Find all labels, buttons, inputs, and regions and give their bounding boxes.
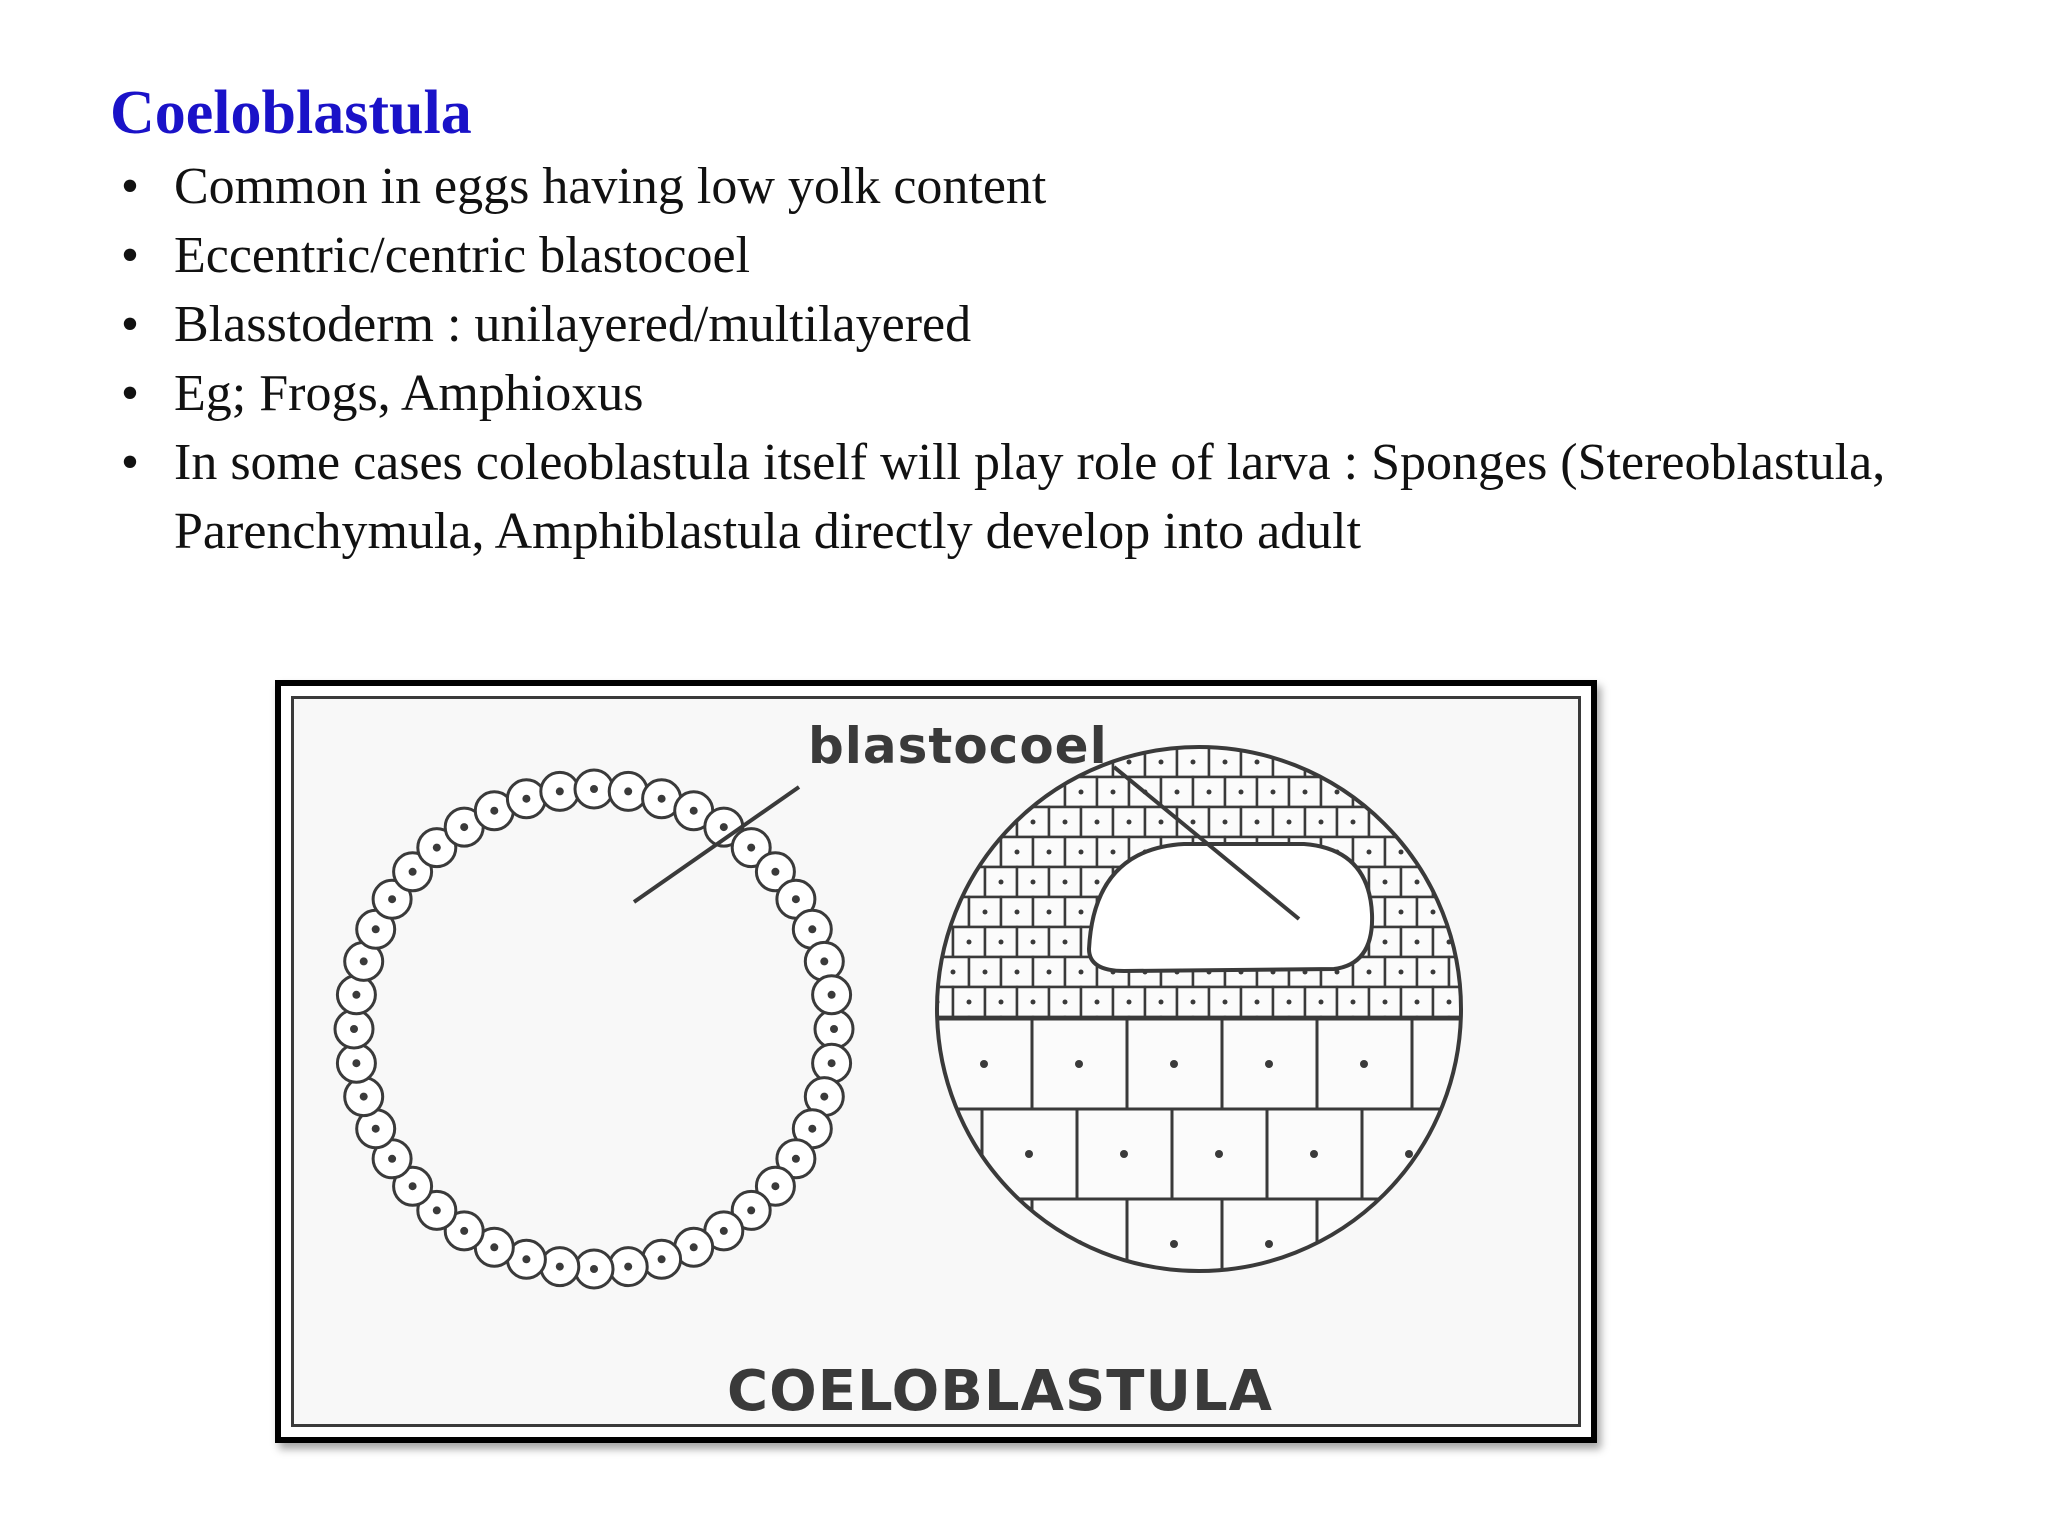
cell-nucleus — [1415, 880, 1420, 885]
cell-nucleus — [951, 850, 956, 855]
cell-nucleus — [1159, 820, 1164, 825]
cell-nucleus — [1095, 1000, 1100, 1005]
cell-nucleus — [935, 880, 940, 885]
bullet-item — [110, 290, 2010, 359]
cell-nucleus — [1255, 760, 1260, 765]
cell-nucleus — [720, 1227, 728, 1235]
cell-nucleus — [490, 807, 498, 815]
cell-nucleus — [1170, 1240, 1178, 1248]
small-cell — [937, 837, 969, 867]
cell-nucleus — [1383, 880, 1388, 885]
cell-nucleus — [409, 1182, 417, 1190]
cell-nucleus — [983, 790, 988, 795]
small-cell — [1417, 837, 1449, 867]
small-cell — [1401, 807, 1433, 837]
cell-nucleus — [935, 820, 940, 825]
cell-nucleus — [1383, 1000, 1388, 1005]
bullet-dot: • — [120, 296, 140, 353]
cell-nucleus — [1255, 1000, 1260, 1005]
cell-nucleus — [1255, 820, 1260, 825]
cell-nucleus — [1431, 910, 1436, 915]
cell-nucleus — [1351, 1000, 1356, 1005]
cell-nucleus — [1287, 820, 1292, 825]
cell-nucleus — [1447, 880, 1452, 885]
cell-nucleus — [1303, 790, 1308, 795]
cell-nucleus — [820, 1093, 828, 1101]
cell-nucleus — [352, 991, 360, 999]
cell-nucleus — [1271, 790, 1276, 795]
figure-caption: COELOBLASTULA — [727, 1359, 1273, 1424]
bullet-list — [110, 152, 2010, 566]
cell-nucleus — [1025, 1150, 1033, 1158]
cell-nucleus — [1367, 970, 1372, 975]
cell-nucleus — [1463, 850, 1468, 855]
cell-nucleus — [1215, 1150, 1223, 1158]
bullet-dot: • — [120, 227, 140, 284]
cell-nucleus — [1383, 760, 1388, 765]
cell-nucleus — [372, 1125, 380, 1133]
small-cell — [953, 807, 985, 837]
cell-nucleus — [556, 1263, 564, 1271]
cell-nucleus — [771, 1182, 779, 1190]
cell-nucleus — [1159, 760, 1164, 765]
cell-nucleus — [1399, 790, 1404, 795]
cell-nucleus — [522, 795, 530, 803]
cell-nucleus — [983, 970, 988, 975]
cell-nucleus — [360, 1093, 368, 1101]
cell-nucleus — [771, 868, 779, 876]
bullet-text: Common in eggs having low yolk content — [174, 158, 1047, 215]
cell-nucleus — [1360, 1060, 1368, 1068]
cell-nucleus — [830, 1025, 838, 1033]
cell-nucleus — [951, 970, 956, 975]
cell-nucleus — [1239, 790, 1244, 795]
slide-title: Coeloblastula — [110, 79, 472, 147]
cell-nucleus — [556, 787, 564, 795]
cell-nucleus — [1447, 820, 1452, 825]
bullet-text: In some cases coleoblastula itself will play role of larva : Sponges (Stereoblastula, Parenchymula, Amphiblastula directly develop into adult — [174, 434, 1886, 560]
small-cell — [1001, 777, 1033, 807]
cell-nucleus — [1015, 850, 1020, 855]
coeloblastula-figure — [275, 680, 1597, 1443]
cell-nucleus — [1405, 1150, 1413, 1158]
cell-nucleus — [1431, 850, 1436, 855]
cell-nucleus — [1075, 1060, 1083, 1068]
cell-nucleus — [409, 868, 417, 876]
cell-nucleus — [1015, 970, 1020, 975]
cell-nucleus — [1310, 1150, 1318, 1158]
yolk-cell — [937, 1199, 1032, 1289]
small-cell — [1433, 867, 1465, 897]
cell-nucleus — [1415, 760, 1420, 765]
cell-nucleus — [1319, 760, 1324, 765]
small-cell — [1449, 897, 1481, 927]
cell-nucleus — [1399, 850, 1404, 855]
cell-nucleus — [1047, 970, 1052, 975]
cell-nucleus — [352, 1059, 360, 1067]
cell-nucleus — [1351, 820, 1356, 825]
cell-nucleus — [1415, 940, 1420, 945]
cell-nucleus — [1265, 1060, 1273, 1068]
cell-nucleus — [1079, 970, 1084, 975]
cell-nucleus — [1360, 1240, 1368, 1248]
cell-nucleus — [967, 820, 972, 825]
cell-nucleus — [1079, 790, 1084, 795]
cell-nucleus — [999, 880, 1004, 885]
cell-nucleus — [1191, 820, 1196, 825]
cell-nucleus — [967, 940, 972, 945]
cell-nucleus — [1063, 940, 1068, 945]
ball-cells — [921, 747, 1552, 1289]
blastula-diagram — [294, 699, 1584, 1430]
bullet-text: Eg; Frogs, Amphioxus — [174, 365, 644, 422]
figure-panel — [291, 696, 1581, 1427]
cell-nucleus — [460, 1227, 468, 1235]
small-cell — [1449, 957, 1481, 987]
cell-nucleus — [792, 1155, 800, 1163]
cell-nucleus — [350, 1025, 358, 1033]
cell-nucleus — [828, 991, 836, 999]
cell-nucleus — [1463, 790, 1468, 795]
cell-nucleus — [792, 895, 800, 903]
cell-nucleus — [828, 1059, 836, 1067]
cell-nucleus — [1463, 1030, 1468, 1035]
cell-nucleus — [1031, 880, 1036, 885]
small-cell — [1369, 747, 1401, 777]
cell-nucleus — [808, 1125, 816, 1133]
unilayered-blastula — [335, 770, 853, 1288]
cell-nucleus — [720, 823, 728, 831]
cell-nucleus — [1159, 1000, 1164, 1005]
cell-nucleus — [1335, 790, 1340, 795]
cell-nucleus — [624, 1263, 632, 1271]
cell-nucleus — [1399, 910, 1404, 915]
cell-nucleus — [1015, 910, 1020, 915]
small-cell — [1337, 747, 1369, 777]
cell-nucleus — [1063, 820, 1068, 825]
cell-nucleus — [1399, 970, 1404, 975]
cell-nucleus — [980, 1060, 988, 1068]
small-cell — [1385, 777, 1417, 807]
cell-nucleus — [747, 844, 755, 852]
cell-nucleus — [1127, 760, 1132, 765]
cell-nucleus — [1120, 1150, 1128, 1158]
cell-nucleus — [624, 787, 632, 795]
cell-nucleus — [1455, 1240, 1463, 1248]
yolk-cell — [1457, 1109, 1552, 1199]
cell-nucleus — [999, 1000, 1004, 1005]
bullet-text: Blasstoderm : unilayered/multilayered — [174, 296, 972, 353]
cell-nucleus — [1447, 760, 1452, 765]
small-cell — [921, 807, 953, 837]
cell-nucleus — [1463, 910, 1468, 915]
small-cell — [1433, 747, 1465, 777]
small-cell — [1417, 777, 1449, 807]
multilayered-blastula — [921, 747, 1552, 1289]
cell-nucleus — [1015, 790, 1020, 795]
cell-nucleus — [820, 957, 828, 965]
cell-nucleus — [967, 1000, 972, 1005]
cell-nucleus — [1031, 820, 1036, 825]
cell-nucleus — [1319, 820, 1324, 825]
cell-nucleus — [590, 785, 598, 793]
small-cell — [985, 807, 1017, 837]
cell-nucleus — [1095, 820, 1100, 825]
cell-nucleus — [1463, 970, 1468, 975]
cell-nucleus — [1415, 1000, 1420, 1005]
cell-nucleus — [1095, 880, 1100, 885]
cell-nucleus — [1063, 880, 1068, 885]
cell-nucleus — [1287, 1000, 1292, 1005]
cell-nucleus — [433, 1206, 441, 1214]
cell-nucleus — [1367, 850, 1372, 855]
cell-nucleus — [1111, 790, 1116, 795]
bullet-item — [110, 221, 2010, 290]
cell-nucleus — [360, 957, 368, 965]
cell-nucleus — [372, 925, 380, 933]
cell-nucleus — [1079, 850, 1084, 855]
cell-nucleus — [980, 1240, 988, 1248]
cell-nucleus — [1047, 850, 1052, 855]
bullet-dot: • — [120, 158, 140, 215]
cell-nucleus — [590, 1265, 598, 1273]
cell-nucleus — [1383, 940, 1388, 945]
small-cell — [1449, 837, 1481, 867]
small-cell — [921, 867, 953, 897]
cell-nucleus — [690, 807, 698, 815]
cell-nucleus — [1170, 1060, 1178, 1068]
bullet-item — [110, 152, 2010, 221]
cell-nucleus — [1207, 790, 1212, 795]
cell-nucleus — [388, 895, 396, 903]
cell-nucleus — [1127, 820, 1132, 825]
small-cell — [937, 777, 969, 807]
cell-nucleus — [1191, 760, 1196, 765]
cell-nucleus — [1031, 1000, 1036, 1005]
blastocoel-label: blastocoel — [808, 717, 1108, 775]
cell-nucleus — [951, 790, 956, 795]
cell-nucleus — [1175, 790, 1180, 795]
cell-nucleus — [460, 823, 468, 831]
cell-nucleus — [1265, 1240, 1273, 1248]
cell-nucleus — [1079, 910, 1084, 915]
small-cell — [1401, 747, 1433, 777]
cell-nucleus — [1063, 1000, 1068, 1005]
bullet-item — [110, 428, 2010, 566]
cell-nucleus — [690, 1243, 698, 1251]
cell-nucleus — [999, 820, 1004, 825]
bullet-item — [110, 359, 2010, 428]
cell-nucleus — [1127, 1000, 1132, 1005]
cell-nucleus — [1351, 760, 1356, 765]
cell-nucleus — [658, 1255, 666, 1263]
cell-nucleus — [490, 1243, 498, 1251]
cell-nucleus — [388, 1155, 396, 1163]
cell-nucleus — [1500, 1150, 1508, 1158]
cell-nucleus — [1367, 790, 1372, 795]
cell-nucleus — [658, 795, 666, 803]
bullet-text: Eccentric/centric blastocoel — [174, 227, 751, 284]
cell-nucleus — [522, 1255, 530, 1263]
small-cell — [1449, 777, 1481, 807]
small-cell — [969, 777, 1001, 807]
cell-nucleus — [935, 940, 940, 945]
cell-nucleus — [1031, 940, 1036, 945]
bullet-dot: • — [120, 434, 140, 491]
cell-nucleus — [1223, 1000, 1228, 1005]
cell-nucleus — [1431, 790, 1436, 795]
cell-nucleus — [999, 940, 1004, 945]
cell-nucleus — [1047, 910, 1052, 915]
small-cell — [1433, 807, 1465, 837]
bullet-dot: • — [120, 365, 140, 422]
cell-nucleus — [1223, 760, 1228, 765]
cell-nucleus — [983, 910, 988, 915]
cell-nucleus — [433, 844, 441, 852]
cell-nucleus — [808, 925, 816, 933]
cell-nucleus — [747, 1206, 755, 1214]
cell-nucleus — [1191, 1000, 1196, 1005]
cell-nucleus — [1431, 970, 1436, 975]
cell-nucleus — [1223, 820, 1228, 825]
cell-nucleus — [1447, 1000, 1452, 1005]
yolk-cell — [1412, 1199, 1507, 1289]
cell-nucleus — [1111, 850, 1116, 855]
cell-nucleus — [1415, 820, 1420, 825]
cell-nucleus — [1319, 1000, 1324, 1005]
